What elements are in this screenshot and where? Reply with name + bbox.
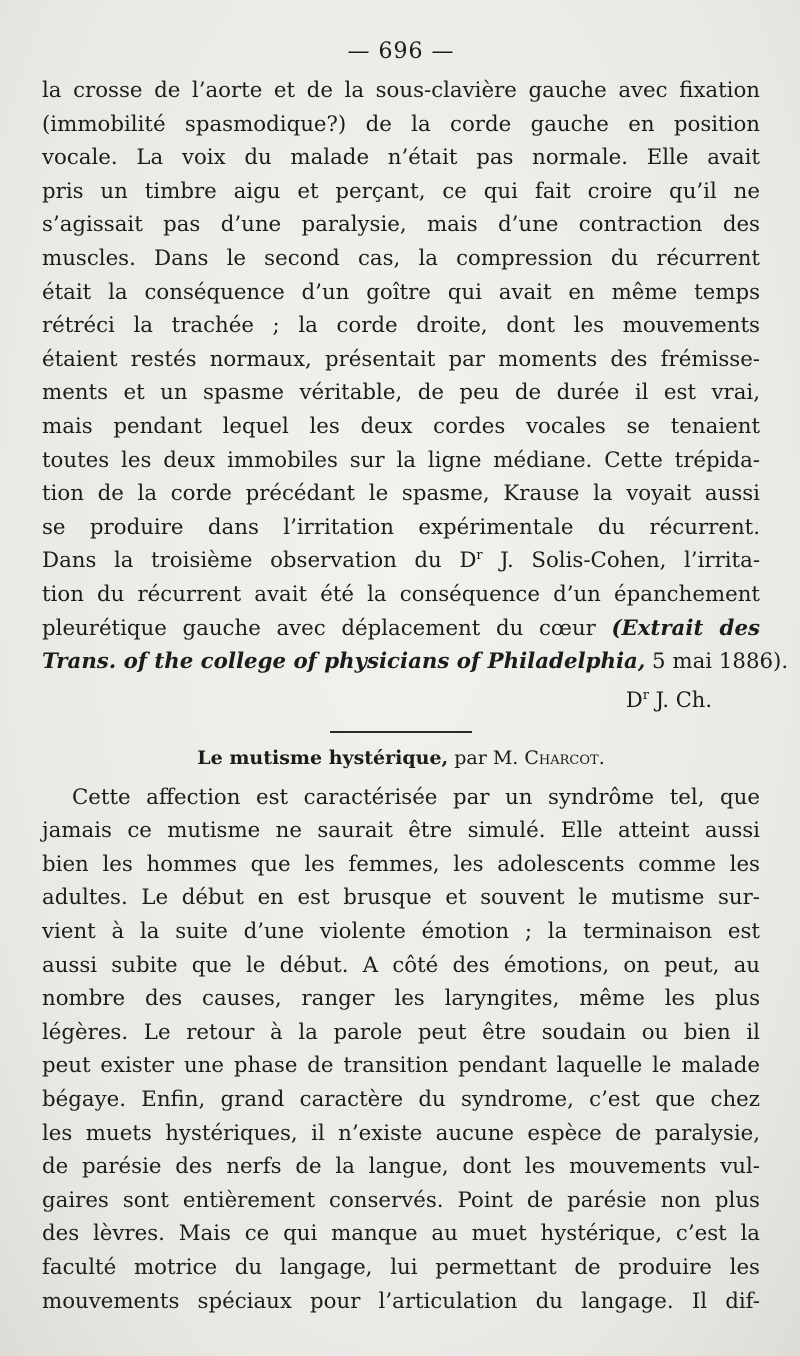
citation-italic: (Extrait des bbox=[611, 615, 760, 641]
text-line: faculté motrice du langage, lui permettant de produire les bbox=[42, 1255, 760, 1280]
text-line: muscles. Dans le second cas, la compression du récurrent bbox=[42, 245, 760, 271]
paragraph-continued bbox=[42, 74, 789, 679]
text-segment: 5 mai 1886). bbox=[645, 649, 789, 675]
text-line: de parésie des nerfs de la langue, dont les mouvements vul- bbox=[42, 1154, 760, 1180]
text-line: mouvements spéciaux pour l’articulation du langage. Il dif- bbox=[42, 1288, 760, 1314]
text-line: la crosse de l’aorte et de la sous-clavière gauche avec fixation bbox=[42, 78, 760, 103]
text-line: bien les hommes que les femmes, les adolescents comme les bbox=[42, 851, 760, 877]
section-heading bbox=[42, 741, 760, 775]
signature-name: J. Ch. bbox=[648, 687, 712, 712]
text-line: était la conséquence d’un goître qui avait en même temps bbox=[42, 279, 760, 305]
section-title: Le mutisme hystérique, bbox=[197, 746, 449, 769]
text-line: nombre des causes, ranger les laryngites, même les plus bbox=[42, 986, 760, 1012]
text-line: légères. Le retour à la parole peut être soudain ou bien il bbox=[42, 1019, 760, 1045]
text-line: tion du récurrent avait été la conséquence d’un épanchement bbox=[42, 581, 760, 607]
text-line: pris un timbre aigu et perçant, ce qui fait croire qu’il ne bbox=[42, 178, 760, 204]
text-line: (immobilité spasmodique?) de la corde gauche en position bbox=[42, 111, 760, 137]
citation-italic: Trans. of the college of physicians of Philadelphia, bbox=[42, 649, 646, 675]
text-line: tion de la corde précédant le spasme, Krause la voyait aussi bbox=[42, 481, 760, 507]
text-line: se produire dans l’irritation expérimentale du récurrent. bbox=[42, 514, 760, 540]
text-line: bégaye. Enfin, grand caractère du syndrome, c’est que chez bbox=[42, 1087, 760, 1113]
text-line: gaires sont entièrement conservés. Point de parésie non plus bbox=[42, 1187, 760, 1213]
text-line: Cette affection est caractérisée par un syndrôme tel, que bbox=[72, 784, 760, 810]
signature bbox=[42, 679, 760, 717]
superscript: r bbox=[642, 687, 649, 703]
text-line: rétréci la trachée ; la corde droite, dont les mouvements bbox=[42, 313, 760, 339]
section-divider bbox=[330, 731, 472, 733]
paragraph-mutisme bbox=[42, 781, 760, 1319]
page-number: — 696 — bbox=[347, 39, 455, 64]
text-line bbox=[42, 544, 760, 578]
text-line: vocale. La voix du malade n’était pas normale. Elle avait bbox=[42, 145, 760, 171]
text-line: les muets hystériques, il n’existe aucune espèce de paralysie, bbox=[42, 1120, 760, 1146]
superscript: r bbox=[476, 548, 483, 564]
text-segment: Dans la troisième observation du D bbox=[42, 548, 477, 574]
text-line: peut exister une phase de transition pendant laquelle le malade bbox=[42, 1053, 760, 1079]
text-line: ments et un spasme véritable, de peu de durée il est vrai, bbox=[42, 380, 760, 406]
text-line: étaient restés normaux, présentait par moments des frémisse- bbox=[42, 346, 760, 372]
section-by: par M. bbox=[448, 746, 525, 769]
text-line: s’agissait pas d’une paralysie, mais d’une contraction des bbox=[42, 212, 760, 238]
text-line bbox=[42, 612, 760, 646]
section-author: Charcot. bbox=[524, 746, 605, 769]
signature-prefix: D bbox=[625, 687, 643, 712]
text-line: jamais ce mutisme ne saurait être simulé. Elle atteint aussi bbox=[42, 818, 760, 844]
text-line bbox=[42, 645, 789, 679]
text-segment: pleurétique gauche avec déplacement du cœur bbox=[42, 615, 612, 641]
text-line: adultes. Le début en est brusque et souvent le mutisme sur- bbox=[42, 885, 760, 911]
text-segment: J. Solis-Cohen, l’irrita- bbox=[482, 548, 761, 574]
text-line: vient à la suite d’une violente émotion ; la terminaison est bbox=[42, 919, 760, 945]
text-line: mais pendant lequel les deux cordes vocales se tenaient bbox=[42, 413, 760, 439]
text-line: aussi subite que le début. A côté des émotions, on peut, au bbox=[42, 952, 760, 978]
text-line: des lèvres. Mais ce qui manque au muet hystérique, c’est la bbox=[42, 1221, 760, 1247]
text-line: toutes les deux immobiles sur la ligne médiane. Cette trépida- bbox=[42, 447, 760, 473]
